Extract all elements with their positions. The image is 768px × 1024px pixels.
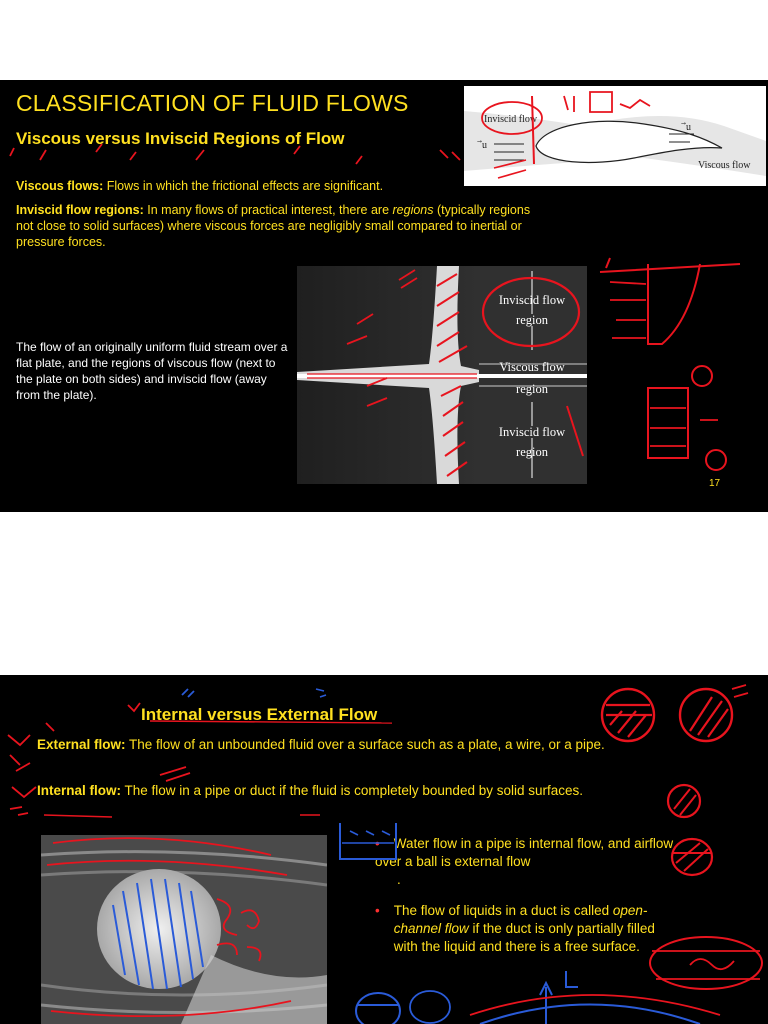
flat-plate-caption: The flow of an originally uniform fluid stream over a flat plate, and the regions of viscous flow (next to the plate on both sides) and inviscid flow (away from the plate).	[16, 340, 288, 402]
bullet1-text: Water flow in a pipe is internal flow, and airflow over a ball is external flow	[375, 836, 674, 869]
flat-plate-image	[297, 266, 587, 484]
airfoil-figure	[464, 86, 766, 186]
viscous-label: Viscous flows:	[16, 179, 104, 193]
inviscid-label: Inviscid flow regions:	[16, 203, 144, 217]
slide-subtitle: Viscous versus Inviscid Regions of Flow	[16, 129, 345, 148]
internal-flow-definition	[37, 782, 627, 800]
external-flow-definition	[37, 736, 617, 754]
flat-plate-photo	[297, 266, 587, 484]
slide-title: CLASSIFICATION OF FLUID FLOWS	[16, 90, 409, 116]
inviscid-text-em: regions	[392, 203, 434, 217]
bullet2-text-b: if the duct is only partially filled with the liquid and there is a free surface.	[393, 921, 655, 954]
ball-flow-image	[41, 835, 327, 1024]
label-region-mid: region	[516, 382, 548, 396]
inviscid-text-b: (typically regions not close to solid surfaces) where viscous forces are negligibly small compared to inertial or pressure forces.	[16, 203, 531, 249]
bullet2-text-a: The flow of liquids in a duct is called	[393, 903, 613, 918]
bullet2-text	[394, 902, 671, 956]
inviscid-text-a: In many flows of practical interest, there are	[143, 203, 393, 217]
bullet-internal-external	[375, 835, 675, 889]
airfoil-diagram	[464, 86, 766, 186]
internal-flow-label: Internal flow:	[37, 783, 121, 798]
label-viscous-mid: Viscous flow	[499, 360, 565, 374]
bullet-open-channel	[375, 902, 671, 956]
bullet-marker: •	[375, 903, 380, 918]
label-inviscid-bottom: Inviscid flow	[498, 425, 566, 439]
external-flow-label: External flow:	[37, 737, 126, 752]
slide-classification	[0, 80, 768, 512]
bullet1-tail: .	[397, 872, 401, 887]
inviscid-definition	[16, 202, 536, 250]
vector-u-left: ⃗u	[482, 140, 487, 151]
bullet2-text-em: open-channel flow	[393, 903, 648, 936]
internal-flow-text: The flow in a pipe or duct if the fluid is completely bounded by solid surfaces.	[121, 783, 584, 798]
viscous-text: Flows in which the frictional effects are significant.	[103, 179, 384, 193]
label-region-bottom: region	[516, 445, 548, 459]
label-inviscid-top: Inviscid flow	[498, 293, 566, 307]
label-inviscid-flow: Inviscid flow	[484, 114, 538, 125]
viscous-definition	[16, 178, 456, 194]
bullet-marker: •	[375, 836, 380, 851]
page-number: 17	[709, 478, 721, 489]
vector-u-right: ⃗u	[686, 122, 691, 133]
ball-flow-photo	[41, 835, 327, 1024]
external-flow-text: The flow of an unbounded fluid over a surface such as a plate, a wire, or a pipe.	[125, 737, 605, 752]
slide-internal-external	[0, 675, 768, 1024]
slide2-title: Internal versus External Flow	[141, 705, 378, 724]
label-region-top: region	[516, 313, 548, 327]
label-viscous-flow: Viscous flow	[698, 160, 751, 171]
